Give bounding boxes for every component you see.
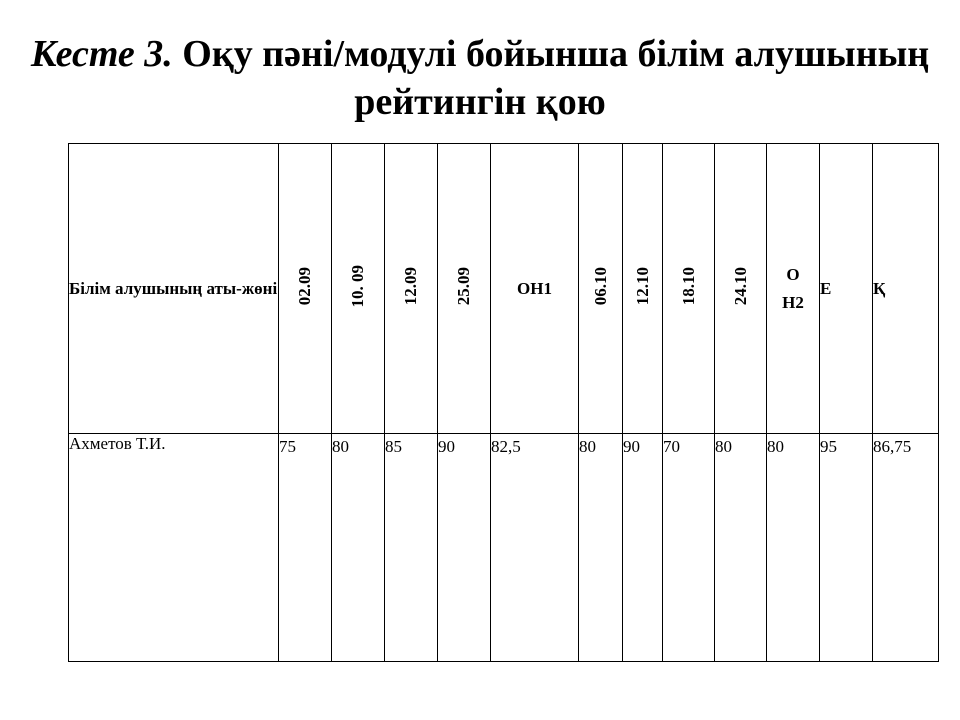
header-final: Қ	[873, 144, 939, 434]
score-cell: 70	[663, 434, 715, 662]
score-cell: 90	[438, 434, 491, 662]
score-cell: 80	[715, 434, 767, 662]
table-header-row	[69, 144, 939, 434]
header-on1: ОН1	[491, 144, 579, 434]
score-cell: 75	[279, 434, 332, 662]
header-date-10-09: 10. 09	[332, 144, 385, 434]
caption-text: Оқу пәні/модулі бойынша білім алушының рейтингін қою	[172, 33, 930, 123]
table-caption	[0, 30, 960, 126]
header-date-12-09: 12.09	[385, 144, 438, 434]
student-name-cell: Ахметов Т.И.	[69, 434, 279, 662]
header-date-12-10: 12.10	[623, 144, 663, 434]
header-date-24-10: 24.10	[715, 144, 767, 434]
header-date-25-09: 25.09	[438, 144, 491, 434]
score-cell: 80	[332, 434, 385, 662]
on1-score-cell: 82,5	[491, 434, 579, 662]
score-cell: 90	[623, 434, 663, 662]
score-cell: 85	[385, 434, 438, 662]
header-on2: О Н2	[767, 144, 820, 434]
header-student-name: Білім алушының аты-жөні	[69, 144, 279, 434]
final-score-cell: 86,75	[873, 434, 939, 662]
on2-score-cell: 80	[767, 434, 820, 662]
header-exam: Е	[820, 144, 873, 434]
caption-number: Кесте 3.	[30, 33, 173, 75]
exam-score-cell: 95	[820, 434, 873, 662]
header-date-02-09: 02.09	[279, 144, 332, 434]
rating-table	[68, 143, 939, 662]
score-cell: 80	[579, 434, 623, 662]
table-row	[69, 434, 939, 662]
header-date-18-10: 18.10	[663, 144, 715, 434]
header-date-06-10: 06.10	[579, 144, 623, 434]
